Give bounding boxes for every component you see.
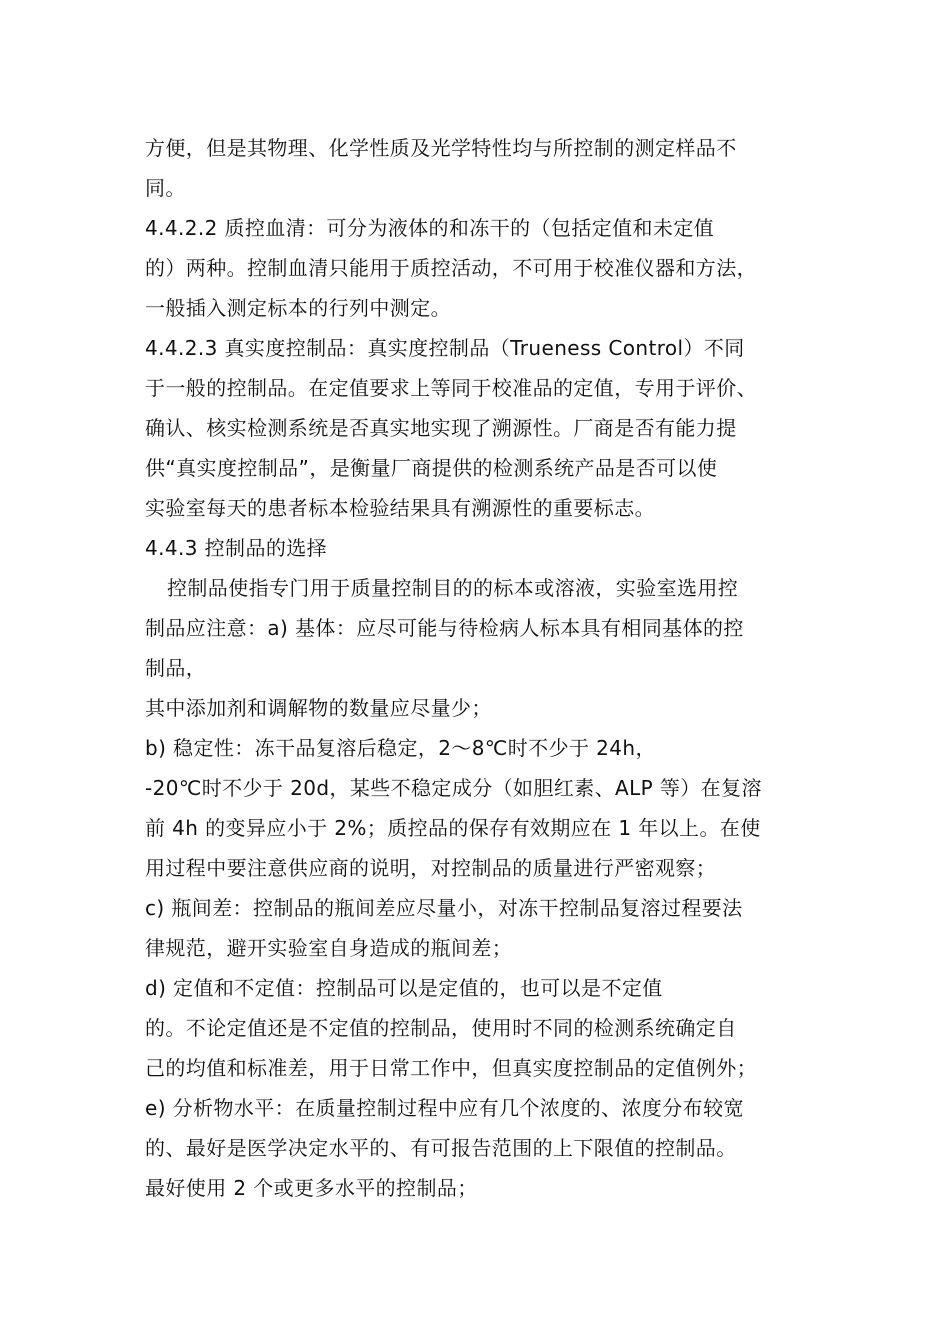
text-line: 的、最好是医学决定水平的、有可报告范围的上下限值的控制品。 [145, 1136, 737, 1160]
text-line: 一般插入测定标本的行列中测定。 [145, 296, 451, 320]
document-body [145, 128, 815, 1208]
text-line: 前 4h 的变异应小于 2%；质控品的保存有效期应在 1 年以上。在使 [145, 816, 761, 840]
text-line: 用过程中要注意供应商的说明，对控制品的质量进行严密观察； [145, 856, 717, 880]
text-line: 于一般的控制品。在定值要求上等同于校准品的定值，专用于评价、 [145, 376, 757, 400]
text-line: 己的均值和标准差，用于日常工作中，但真实度控制品的定值例外； [145, 1056, 757, 1080]
section-4-4-2-2-line: 4.4.2.2 质控血清：可分为液体的和冻干的（包括定值和未定值 [145, 216, 715, 240]
list-item-c-line: c) 瓶间差：控制品的瓶间差应尽量小，对冻干控制品复溶过程要法 [145, 896, 743, 920]
text-line: 最好使用 2 个或更多水平的控制品； [145, 1176, 478, 1200]
section-4-4-2-3-line: 4.4.2.3 真实度控制品：真实度控制品（Trueness Control）不同 [145, 336, 745, 360]
text-line: 律规范，避开实验室自身造成的瓶间差； [145, 936, 513, 960]
text-line: -20℃时不少于 20d，某些不稳定成分（如胆红素、ALP 等）在复溶 [145, 776, 762, 800]
text-line: 控制品使指专门用于质量控制目的的标本或溶液，实验室选用控 [167, 576, 739, 600]
text-line: 制品应注意：a) 基体：应尽可能与待检病人标本具有相同基体的控 [145, 616, 744, 640]
text-line: 方便，但是其物理、化学性质及光学特性均与所控制的测定样品不 [145, 136, 737, 160]
text-line: 同。 [145, 176, 186, 200]
text-line: 制品， [145, 656, 207, 680]
text-line: 其中添加剂和调解物的数量应尽量少； [145, 696, 492, 720]
list-item-d-line: d) 定值和不定值：控制品可以是定值的，也可以是不定值 [145, 976, 663, 1000]
list-item-e-line: e) 分析物水平：在质量控制过程中应有几个浓度的、浓度分布较宽 [145, 1096, 744, 1120]
text-line: 供“真实度控制品”，是衡量厂商提供的检测系统产品是否可以使 [145, 456, 718, 480]
text-line: 的）两种。控制血清只能用于质控活动，不可用于校准仪器和方法， [145, 256, 757, 280]
section-heading-4-4-3: 4.4.3 控制品的选择 [145, 536, 328, 560]
list-item-b-line: b) 稳定性：冻干品复溶后稳定，2～8℃时不少于 24h， [145, 736, 656, 760]
text-line: 的。不论定值还是不定值的控制品，使用时不同的检测系统确定自 [145, 1016, 737, 1040]
text-line: 实验室每天的患者标本检验结果具有溯源性的重要标志。 [145, 496, 655, 520]
text-line: 确认、核实检测系统是否真实地实现了溯源性。厂商是否有能力提 [145, 416, 737, 440]
